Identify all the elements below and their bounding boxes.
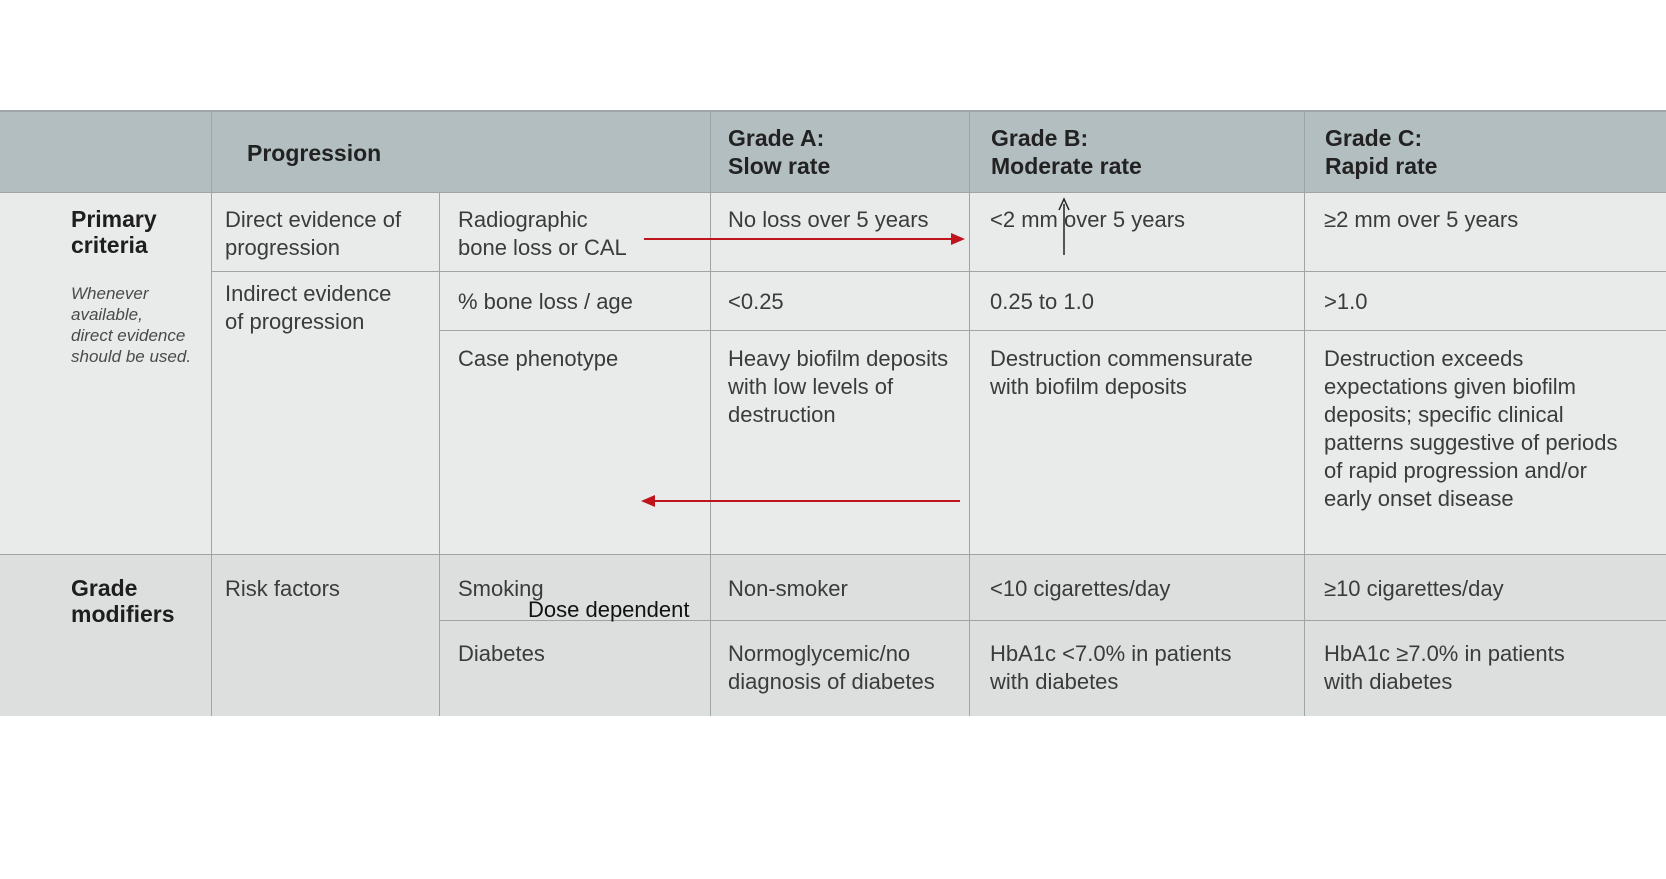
criterion-radiographic: Radiographic bone loss or CAL — [458, 207, 627, 260]
cell-bone-loss-grade-a: <0.25 — [728, 289, 784, 314]
cell-phenotype-grade-a: Heavy biofilm deposits with low levels of destruction — [728, 346, 949, 427]
dose-dependent-annotation: Dose dependent — [528, 597, 690, 622]
red-arrow-right-head — [951, 233, 965, 245]
cell-diabetes-grade-a: Normoglycemic/no diagnosis of diabetes — [728, 641, 935, 694]
cell-smoking-grade-b: <10 cigarettes/day — [990, 576, 1171, 601]
cell-diabetes-grade-b: HbA1c <7.0% in patients with diabetes — [990, 641, 1232, 694]
cell-radiographic-grade-c: ≥2 mm over 5 years — [1324, 207, 1519, 232]
direct-evidence-label: Direct evidence of progression — [225, 207, 402, 260]
cell-radiographic-grade-b: <2 mm over 5 years — [990, 207, 1186, 232]
grade-modifiers-label: Grade modifiers — [71, 575, 175, 627]
criterion-diabetes: Diabetes — [458, 641, 545, 666]
grade-a-header: Grade A: Slow rate — [728, 125, 831, 179]
cell-bone-loss-grade-b: 0.25 to 1.0 — [990, 289, 1094, 314]
criterion-smoking: Smoking — [458, 576, 544, 601]
cell-phenotype-grade-c: Destruction exceeds expectations given biofilm deposits; specific clinical patterns suggestive of periods of rapid progression and/or early onset disease — [1324, 346, 1618, 511]
grade-b-header: Grade B: Moderate rate — [991, 125, 1142, 179]
cell-phenotype-grade-b: Destruction commensurate with biofilm deposits — [990, 346, 1253, 399]
risk-factors-label: Risk factors — [225, 576, 340, 601]
progression-header: Progression — [247, 140, 382, 166]
cell-smoking-grade-c: ≥10 cigarettes/day — [1324, 576, 1504, 601]
primary-criteria-note: Whenever available, direct evidence should be used. — [71, 284, 192, 366]
criterion-case-phenotype: Case phenotype — [458, 346, 619, 371]
indirect-evidence-label: Indirect evidence of progression — [225, 281, 392, 334]
criterion-bone-loss-age: % bone loss / age — [458, 289, 633, 314]
cell-smoking-grade-a: Non-smoker — [728, 576, 848, 601]
red-arrow-left-head — [641, 495, 655, 507]
cell-bone-loss-grade-c: >1.0 — [1324, 289, 1368, 314]
primary-criteria-label: Primary criteria — [71, 206, 157, 258]
grade-c-header: Grade C: Rapid rate — [1325, 125, 1438, 179]
cell-diabetes-grade-c: HbA1c ≥7.0% in patients with diabetes — [1324, 641, 1565, 694]
cell-radiographic-grade-a: No loss over 5 years — [728, 207, 929, 232]
